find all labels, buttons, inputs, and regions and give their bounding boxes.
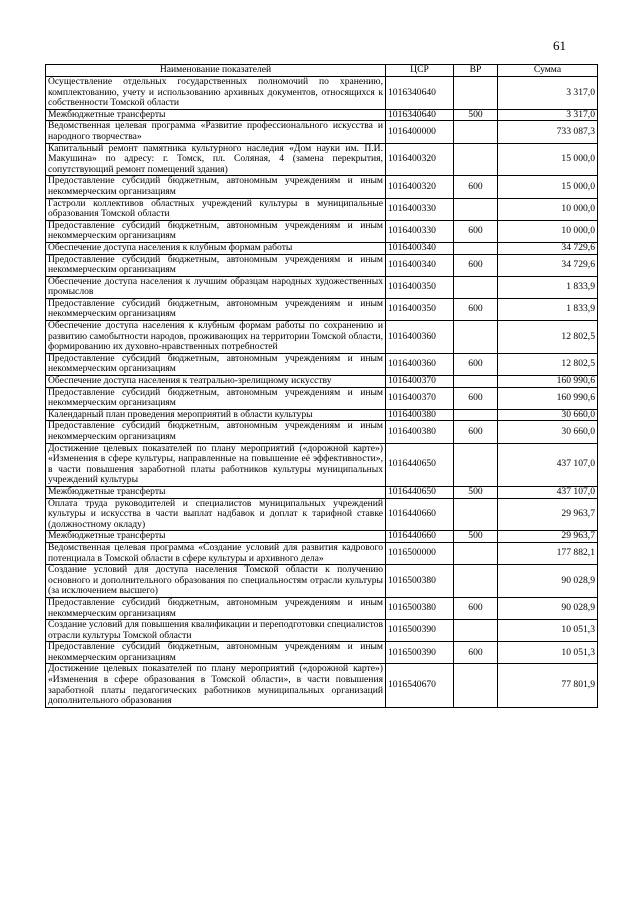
row-vr (454, 620, 498, 642)
table-row (46, 176, 598, 198)
row-csr: 1016440650 (386, 443, 454, 486)
row-name: Создание условий для повышения квалификации и переподготовки специалистов отрасли культуры Томской области (46, 620, 386, 642)
row-sum: 12 802,5 (498, 353, 598, 375)
row-vr (454, 77, 498, 110)
row-name: Создание условий для доступа населения Томской области к получению основного и дополнительного образования по специальностям отрасли культуры (за исключением высшего) (46, 565, 386, 598)
row-name: Предоставление субсидий бюджетным, автономным учреждениям и иным некоммерческим организациям (46, 254, 386, 276)
row-vr: 600 (454, 353, 498, 375)
row-sum: 160 990,6 (498, 376, 598, 388)
row-csr: 1016440660 (386, 531, 454, 543)
table-header-row (46, 65, 598, 77)
row-csr: 1016340640 (386, 77, 454, 110)
row-vr: 600 (454, 298, 498, 320)
table-row (46, 321, 598, 354)
row-vr: 600 (454, 597, 498, 619)
table-row (46, 664, 598, 707)
row-name: Гастроли коллективов областных учреждений культуры в муниципальные образования Томской области (46, 198, 386, 220)
row-vr: 500 (454, 531, 498, 543)
row-name: Предоставление субсидий бюджетным, автономным учреждениям и иным некоммерческим организациям (46, 353, 386, 375)
row-name: Ведомственная целевая программа «Развитие профессионального искусства и народного творчества» (46, 121, 386, 143)
table-row (46, 254, 598, 276)
table-row (46, 77, 598, 110)
row-csr: 1016440650 (386, 486, 454, 498)
row-name: Межбюджетные трансферты (46, 109, 386, 121)
row-sum: 437 107,0 (498, 486, 598, 498)
row-name: Достижение целевых показателей по плану мероприятий («дорожной карте») «Изменения в сфере культуры, направленные на повышение её эффективности», в части повышения заработной платы работников культуры муниципальных учреждений культуры (46, 443, 386, 486)
header-vr: ВР (454, 65, 498, 77)
row-vr: 600 (454, 642, 498, 664)
table-row (46, 409, 598, 421)
row-csr: 1016400380 (386, 409, 454, 421)
row-vr (454, 198, 498, 220)
row-csr: 1016400000 (386, 121, 454, 143)
row-vr (454, 565, 498, 598)
row-csr: 1016400320 (386, 143, 454, 176)
row-name: Предоставление субсидий бюджетным, автономным учреждениям и иным некоммерческим организациям (46, 387, 386, 409)
row-vr: 500 (454, 486, 498, 498)
row-sum: 34 729,6 (498, 242, 598, 254)
table-row (46, 276, 598, 298)
row-vr (454, 276, 498, 298)
table-row (46, 421, 598, 443)
table-row (46, 198, 598, 220)
row-csr: 1016400360 (386, 353, 454, 375)
row-sum: 90 028,9 (498, 565, 598, 598)
row-sum: 15 000,0 (498, 143, 598, 176)
row-csr: 1016400370 (386, 387, 454, 409)
row-sum: 29 963,7 (498, 531, 598, 543)
row-csr: 1016500380 (386, 597, 454, 619)
row-vr: 600 (454, 220, 498, 242)
row-name: Обеспечение доступа населения к клубным формам работы по сохранению и развитию самобытности народов, проживающих на территории Томской области, формированию их духовно-нравственных потребностей (46, 321, 386, 354)
row-sum: 10 000,0 (498, 220, 598, 242)
row-sum: 12 802,5 (498, 321, 598, 354)
row-csr: 1016500390 (386, 642, 454, 664)
row-csr: 1016400340 (386, 242, 454, 254)
row-sum: 10 051,3 (498, 642, 598, 664)
row-sum: 437 107,0 (498, 443, 598, 486)
header-name: Наименование показателей (46, 65, 386, 77)
row-name: Достижение целевых показателей по плану мероприятий («дорожной карте») «Изменения в сфере образования в Томской области», в части повышения заработной платы педагогических работников муниципальных организаций дополнительного образования (46, 664, 386, 707)
row-vr (454, 498, 498, 531)
row-sum: 30 660,0 (498, 421, 598, 443)
row-csr: 1016400350 (386, 298, 454, 320)
row-name: Предоставление субсидий бюджетным, автономным учреждениям и иным некоммерческим организациям (46, 642, 386, 664)
row-sum: 77 801,9 (498, 664, 598, 707)
table-row (46, 376, 598, 388)
row-sum: 15 000,0 (498, 176, 598, 198)
row-vr (454, 664, 498, 707)
table-row (46, 353, 598, 375)
row-csr: 1016440660 (386, 498, 454, 531)
table-row (46, 443, 598, 486)
row-csr: 1016340640 (386, 109, 454, 121)
row-vr (454, 121, 498, 143)
row-name: Календарный план проведения мероприятий в области культуры (46, 409, 386, 421)
row-vr: 600 (454, 176, 498, 198)
row-vr (454, 143, 498, 176)
row-sum: 1 833,9 (498, 298, 598, 320)
row-vr: 600 (454, 387, 498, 409)
row-vr (454, 443, 498, 486)
row-csr: 1016500380 (386, 565, 454, 598)
table-row (46, 387, 598, 409)
row-name: Предоставление субсидий бюджетным, автономным учреждениям и иным некоммерческим организациям (46, 220, 386, 242)
row-name: Обеспечение доступа населения к лучшим образцам народных художественных промыслов (46, 276, 386, 298)
budget-table (45, 64, 598, 708)
row-csr: 1016400360 (386, 321, 454, 354)
table-row (46, 565, 598, 598)
row-csr: 1016400330 (386, 220, 454, 242)
table-body (46, 77, 598, 708)
row-sum: 3 317,0 (498, 109, 598, 121)
row-csr: 1016400320 (386, 176, 454, 198)
row-csr: 1016400330 (386, 198, 454, 220)
row-sum: 10 000,0 (498, 198, 598, 220)
row-vr: 600 (454, 254, 498, 276)
row-sum: 3 317,0 (498, 77, 598, 110)
row-csr: 1016400340 (386, 254, 454, 276)
table-row (46, 220, 598, 242)
table-row (46, 498, 598, 531)
row-sum: 1 833,9 (498, 276, 598, 298)
row-sum: 160 990,6 (498, 387, 598, 409)
table-row (46, 531, 598, 543)
row-sum: 177 882,1 (498, 542, 598, 564)
table-row (46, 620, 598, 642)
table-row (46, 242, 598, 254)
row-vr (454, 409, 498, 421)
row-sum: 29 963,7 (498, 498, 598, 531)
row-sum: 733 087,3 (498, 121, 598, 143)
row-vr (454, 542, 498, 564)
row-csr: 1016500390 (386, 620, 454, 642)
row-name: Обеспечение доступа населения к клубным формам работы (46, 242, 386, 254)
page-number: 61 (553, 38, 566, 53)
row-sum: 30 660,0 (498, 409, 598, 421)
row-name: Оплата труда руководителей и специалистов муниципальных учреждений культуры и искусства в части выплат надбавок и доплат к тарифной ставке (должностному окладу) (46, 498, 386, 531)
table-row (46, 642, 598, 664)
row-vr: 600 (454, 421, 498, 443)
row-vr (454, 242, 498, 254)
row-name: Предоставление субсидий бюджетным, автономным учреждениям и иным некоммерческим организациям (46, 298, 386, 320)
row-name: Предоставление субсидий бюджетным, автономным учреждениям и иным некоммерческим организациям (46, 597, 386, 619)
row-name: Предоставление субсидий бюджетным, автономным учреждениям и иным некоммерческим организациям (46, 176, 386, 198)
table-row (46, 143, 598, 176)
row-csr: 1016400380 (386, 421, 454, 443)
row-name: Осуществление отдельных государственных полномочий по хранению, комплектованию, учету и использованию архивных документов, относящихся к собственности Томской области (46, 77, 386, 110)
row-csr: 1016400370 (386, 376, 454, 388)
row-sum: 34 729,6 (498, 254, 598, 276)
row-csr: 1016500000 (386, 542, 454, 564)
table-row (46, 298, 598, 320)
row-name: Ведомственная целевая программа «Создание условий для развития кадрового потенциала в Томской области в сфере культуры и архивного дела» (46, 542, 386, 564)
row-name: Предоставление субсидий бюджетным, автономным учреждениям и иным некоммерческим организациям (46, 421, 386, 443)
row-name: Межбюджетные трансферты (46, 531, 386, 543)
table-row (46, 109, 598, 121)
row-vr: 500 (454, 109, 498, 121)
row-sum: 10 051,3 (498, 620, 598, 642)
row-sum: 90 028,9 (498, 597, 598, 619)
row-csr: 1016400350 (386, 276, 454, 298)
row-name: Обеспечение доступа населения к театрально-зрелищному искусству (46, 376, 386, 388)
row-name: Капитальный ремонт памятника культурного наследия «Дом науки им. П.И. Макушина» по адресу: г. Томск, пл. Соляная, 4 (замена перекрытия, сопутствующий ремонт помещений здания) (46, 143, 386, 176)
row-name: Межбюджетные трансферты (46, 486, 386, 498)
table-row (46, 597, 598, 619)
table-row (46, 542, 598, 564)
table-row (46, 121, 598, 143)
row-vr (454, 321, 498, 354)
header-sum: Сумма (498, 65, 598, 77)
header-csr: ЦСР (386, 65, 454, 77)
row-csr: 1016540670 (386, 664, 454, 707)
row-vr (454, 376, 498, 388)
table-row (46, 486, 598, 498)
